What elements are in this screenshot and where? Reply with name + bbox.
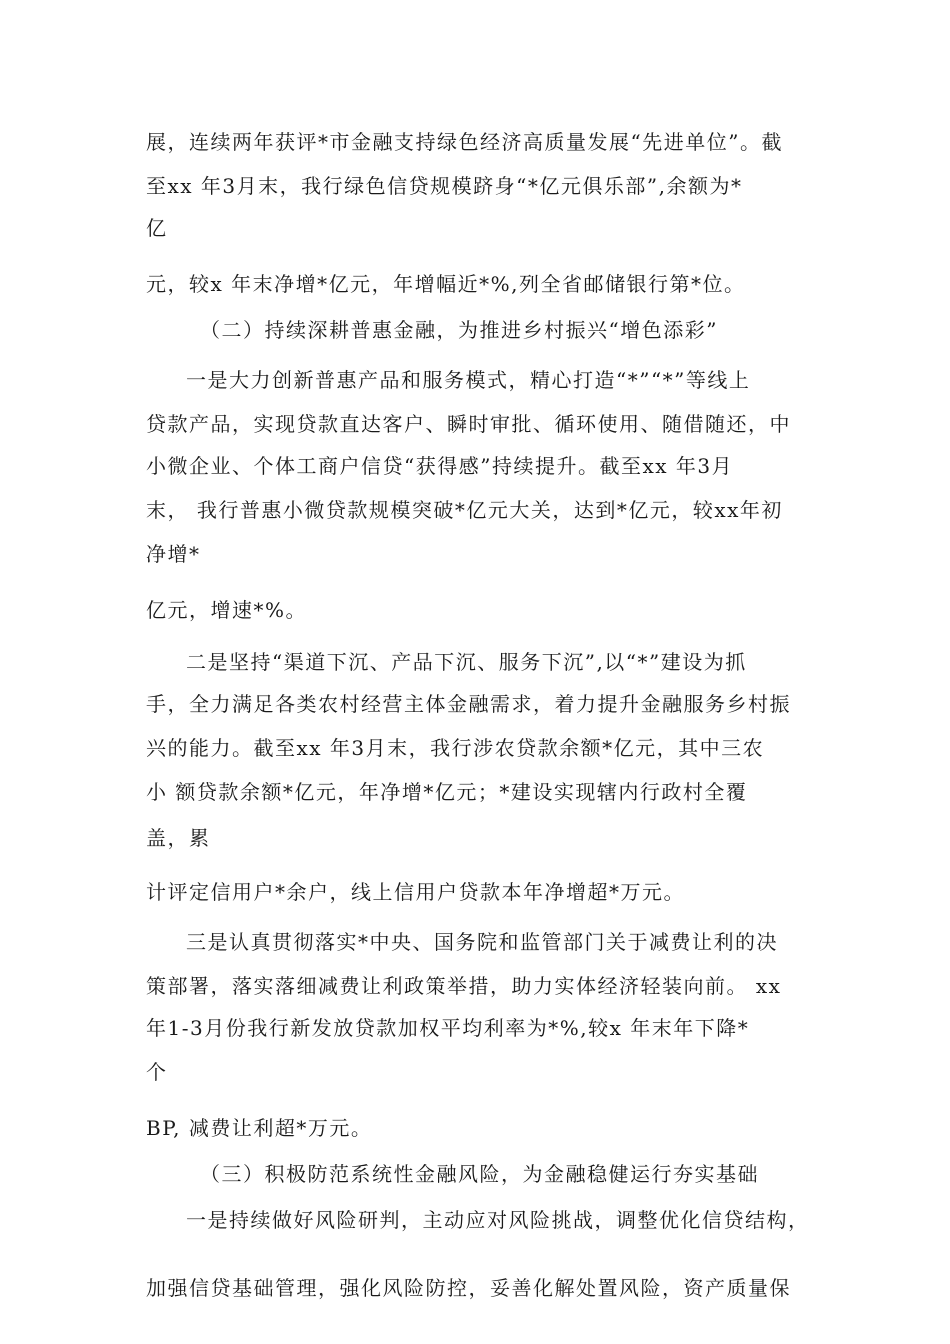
paragraph-line: 加强信贷基础管理，强化风险防控，妥善化解处置风险，资产质量保 <box>146 1276 791 1300</box>
paragraph-line: 策部署，落实落细减费让利政策举措，助力实体经济轻装向前。 xx <box>146 974 782 998</box>
paragraph-line: 至xx 年3月末，我行绿色信贷规模跻身“*亿元俱乐部”,余额为* <box>146 174 743 198</box>
section-heading: （三）积极防范系统性金融风险，为金融稳健运行夯实基础 <box>200 1162 759 1186</box>
paragraph-line: 展，连续两年获评*市金融支持绿色经济高质量发展“先进单位”。截 <box>146 130 783 154</box>
paragraph-line: 一是大力创新普惠产品和服务模式，精心打造“*”“*”等线上 <box>186 368 751 392</box>
paragraph-line: 个 <box>146 1060 168 1084</box>
paragraph-line: 小微企业、个体工商户信贷“获得感”持续提升。截至xx 年3月 <box>146 454 734 478</box>
paragraph-line: 手，全力满足各类农村经营主体金融需求，着力提升金融服务乡村振 <box>146 692 791 716</box>
paragraph-line: 三是认真贯彻落实*中央、国务院和监管部门关于减费让利的决 <box>186 930 778 954</box>
paragraph-line: 亿元，增速*%。 <box>146 598 308 622</box>
paragraph-line: 兴的能力。截至xx 年3月末，我行涉农贷款余额*亿元，其中三农 <box>146 736 765 760</box>
section-heading: （二）持续深耕普惠金融，为推进乡村振兴“增色添彩” <box>200 318 718 342</box>
paragraph-line: 亿 <box>146 216 168 240</box>
paragraph-line: 年1-3月份我行新发放贷款加权平均利率为*%,较x 年末年下降* <box>146 1016 750 1040</box>
paragraph-line: 计评定信用户*余户，线上信用户贷款本年净增超*万元。 <box>146 880 685 904</box>
paragraph-line: 贷款产品，实现贷款直达客户、瞬时审批、循环使用、随借随还，中 <box>146 412 791 436</box>
paragraph-line: 盖，累 <box>146 826 211 850</box>
paragraph-line: 一是持续做好风险研判，主动应对风险挑战，调整优化信贷结构， <box>186 1208 810 1232</box>
paragraph-line: 净增* <box>146 542 201 566</box>
paragraph-line: 元，较x 年末净增*亿元，年增幅近*%,列全省邮储银行第*位。 <box>146 272 746 296</box>
paragraph-line: BP, 减费让利超*万元。 <box>146 1116 373 1140</box>
paragraph-line: 二是坚持“渠道下沉、产品下沉、服务下沉”,以“*”建设为抓 <box>186 650 747 674</box>
paragraph-line: 小 额贷款余额*亿元，年净增*亿元；*建设实现辖内行政村全覆 <box>146 780 748 804</box>
paragraph-line: 末， 我行普惠小微贷款规模突破*亿元大关，达到*亿元，较xx年初 <box>146 498 783 522</box>
